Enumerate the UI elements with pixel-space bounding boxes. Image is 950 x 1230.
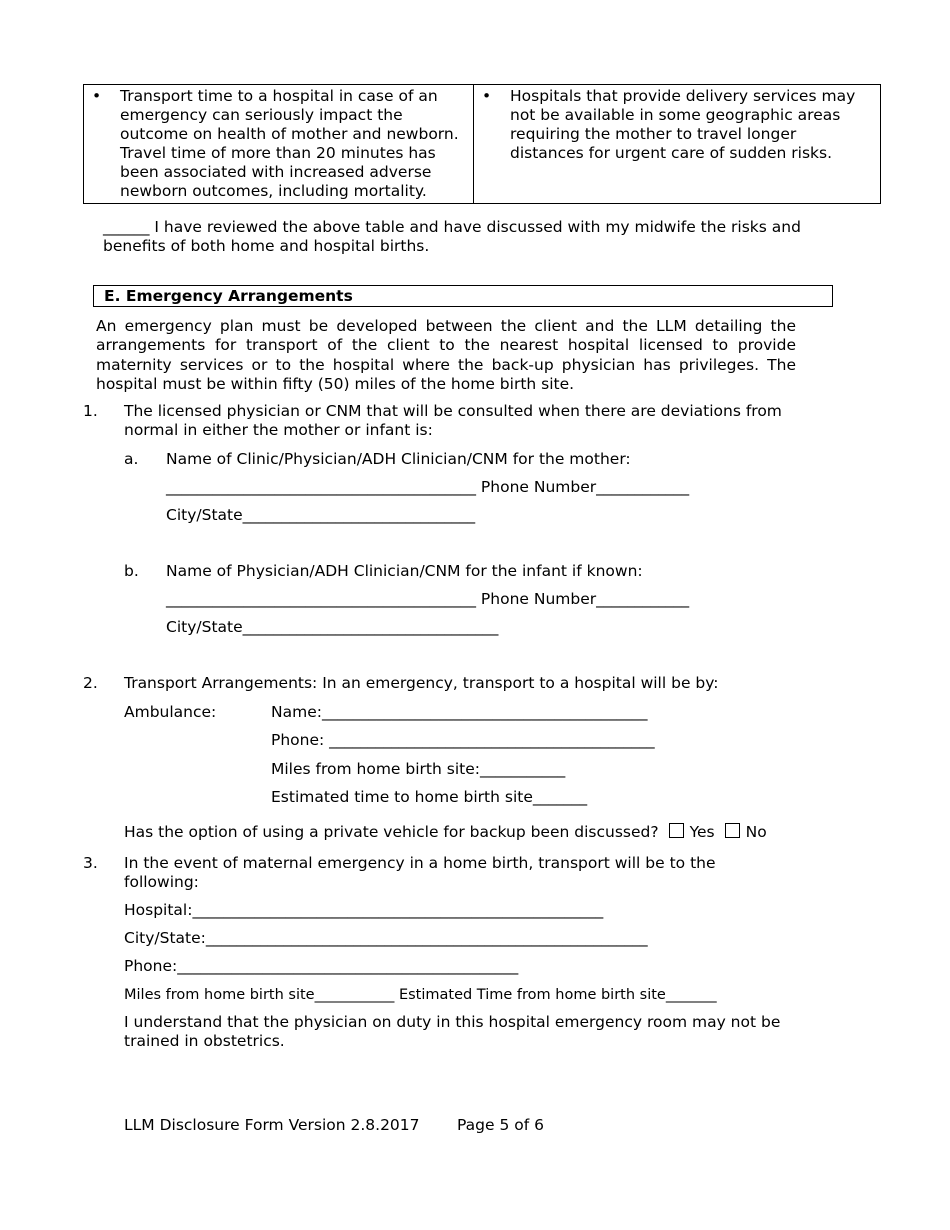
item2-number: 2. [83,674,98,692]
no-checkbox[interactable] [725,823,740,838]
item2-text: Transport Arrangements: In an emergency, transport to a hospital will be by: [124,674,719,692]
ambulance-name-field[interactable]: Name:__________________________________________ [271,703,648,721]
section-e-intro: An emergency plan must be developed between the client and the LLM detailing the arrangements for transport of the client to the nearest hospital licensed to provide maternity services or to the hospital where the back-up physician has privileges. The hospital must be within fifty (50) miles of the home birth site. [96,317,796,393]
footer-form-version: LLM Disclosure Form Version 2.8.2017 [124,1116,420,1134]
yes-checkbox[interactable] [669,823,684,838]
item1-number: 1. [83,402,98,420]
bullet-icon: • [92,87,102,105]
mother-clinician-label: Name of Clinic/Physician/ADH Clinician/CNM for the mother: [166,450,631,468]
review-statement-line2: benefits of both home and hospital births. [103,237,430,255]
infant-clinician-name-phone-field[interactable]: ________________________________________ Phone Number____________ [166,590,690,608]
infant-clinician-city-state-field[interactable]: City/State_________________________________ [166,618,499,636]
footer-page-number: Page 5 of 6 [457,1116,544,1134]
risk-text-left: Transport time to a hospital in case of an emergency can seriously impact the outcome on health of mother and newborn. Travel time of more than 20 minutes has been associated with increased adverse newborn outcomes, including mortality. [120,87,459,200]
private-vehicle-question: Has the option of using a private vehicle for backup been discussed? [124,823,659,841]
infant-clinician-label: Name of Physician/ADH Clinician/CNM for the infant if known: [166,562,643,580]
hospital-field[interactable]: Hospital:_____________________________________________________ [124,901,604,919]
ambulance-miles-field[interactable]: Miles from home birth site:___________ [271,760,566,778]
risk-comparison-table [83,84,881,204]
item3-number: 3. [83,854,98,872]
section-e-heading: E. Emergency Arrangements [93,285,833,307]
private-vehicle-question-row [124,823,767,842]
hospital-phone-field[interactable]: Phone:____________________________________________ [124,957,519,975]
risk-text-right: Hospitals that provide delivery services may not be available in some geographic areas requiring the mother to travel longer distances for urgent care of sudden risks. [510,87,856,162]
hospital-miles-time-field[interactable]: Miles from home birth site___________ Estimated Time from home birth site_______ [124,987,717,1003]
hospital-city-state-field[interactable]: City/State:_________________________________________________________ [124,929,648,947]
review-statement-line1: ______ I have reviewed the above table and have discussed with my midwife the risks and [103,218,801,236]
item3-text: In the event of maternal emergency in a home birth, transport will be to the following: [124,854,716,891]
bullet-icon: • [482,87,492,105]
item1-text: The licensed physician or CNM that will be consulted when there are deviations from normal in either the mother or infant is: [124,402,782,439]
ambulance-label: Ambulance: [124,703,217,721]
ambulance-phone-field[interactable]: Phone: __________________________________________ [271,731,655,749]
obstetrics-disclaimer: I understand that the physician on duty in this hospital emergency room may not be trained in obstetrics. [124,1013,781,1050]
item1a-letter: a. [124,450,139,468]
no-label: No [745,823,767,841]
yes-label: Yes [689,823,715,841]
mother-clinician-name-phone-field[interactable]: ________________________________________ Phone Number____________ [166,478,690,496]
ambulance-time-field[interactable]: Estimated time to home birth site_______ [271,788,588,806]
hospital-birth-risk-cell [474,85,881,204]
home-birth-risk-cell [84,85,474,204]
mother-clinician-city-state-field[interactable]: City/State______________________________ [166,506,476,524]
item1b-letter: b. [124,562,139,580]
review-initials-blank[interactable]: ______ [103,218,150,236]
